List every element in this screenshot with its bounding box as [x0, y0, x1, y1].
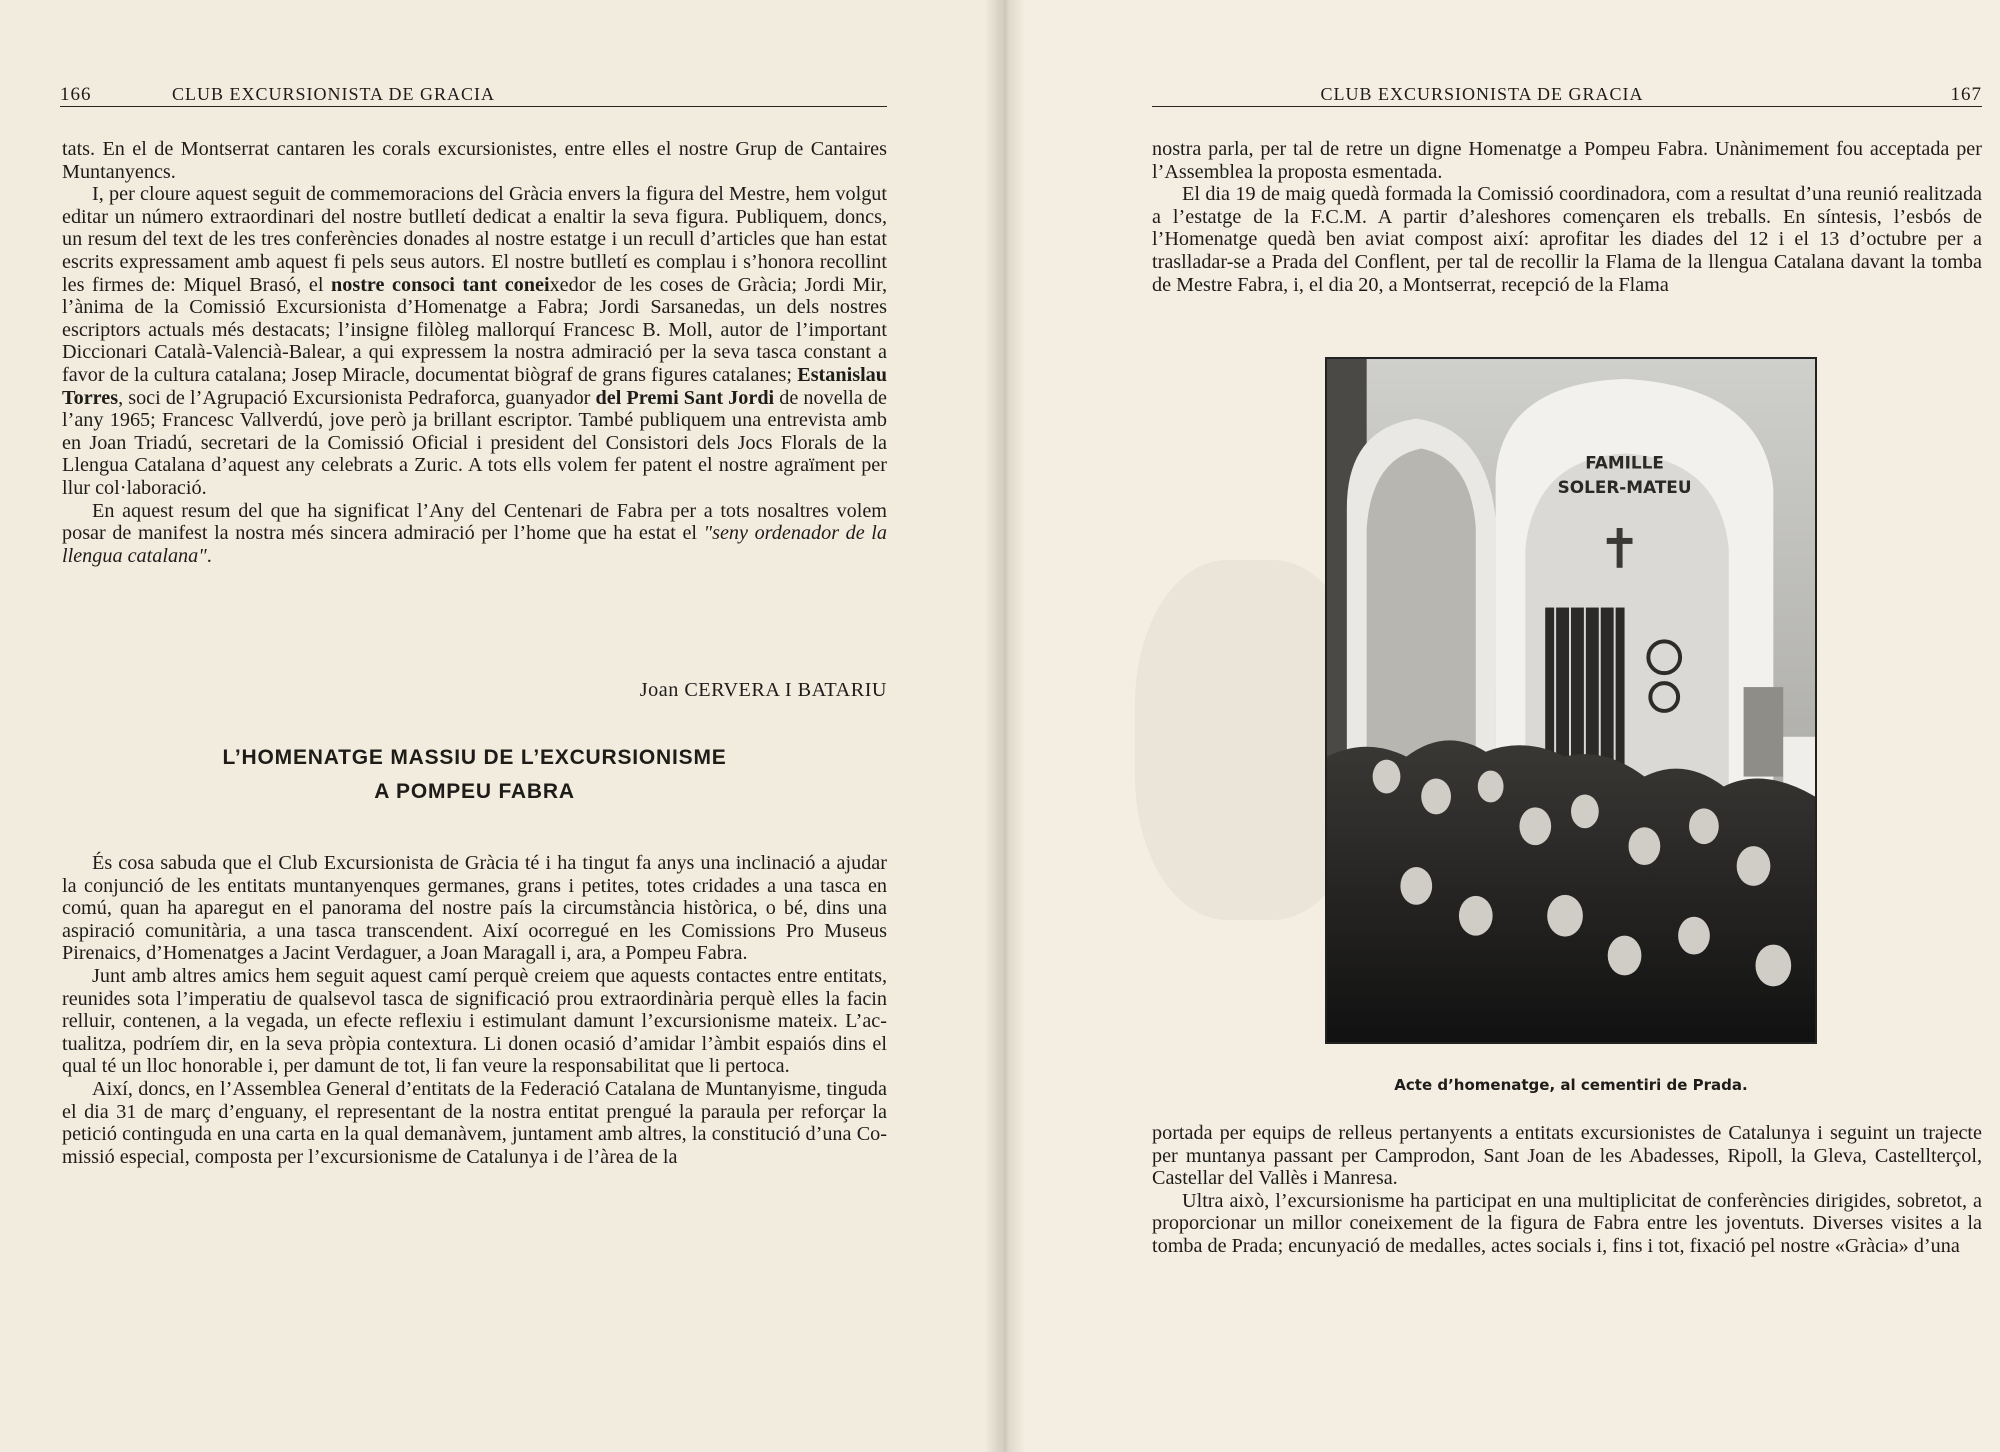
paragraph: Junt amb altres amics hem seguit aquest camí perquè creiem que aquests contactes entre entitats, reunides sota l’imperatiu de qualsevol tasca de significació prou extraordinària perquè elles la facin relluir, contenen, a la vegada, un efecte reflexiu i estimulant damunt l’excursionisme mateix. L’actualitza, podríem dir, en la seva pròpia contextura. Li donen ocasió d’amidar l’àmbit espaiós dins el qual té un lloc honorable i, per damunt de tot, li fan veure la responsabilitat que li pertoca. — [62, 964, 887, 1078]
right-text-block-2 — [1152, 1122, 1982, 1258]
photo-image — [1327, 359, 1815, 1042]
left-text-block-1 — [62, 138, 887, 567]
photo-caption: Acte d’homenatge, al cementiri de Prada. — [1394, 1076, 1748, 1094]
right-text-block-1 — [1152, 138, 1982, 296]
right-header — [1152, 84, 1982, 107]
right-page — [1000, 0, 2000, 1452]
running-head-right: CLUB EXCURSIONISTA DE GRACIA — [1320, 84, 1644, 104]
paragraph: nostra parla, per tal de retre un digne Homenatge a Pompeu Fabra. Unànimement fou acceptada per l’Assemblea la proposta esmentada. — [1152, 138, 1982, 183]
photo-inscription-2: SOLER-MATEU — [1557, 477, 1692, 498]
left-text-block-2 — [62, 852, 887, 1168]
cemetery-photo — [1325, 357, 1817, 1044]
author-signature: Joan CERVERA I BATARIU — [639, 679, 887, 701]
running-head-left: CLUB EXCURSIONISTA DE GRACIA — [171, 84, 496, 104]
left-header — [60, 84, 887, 107]
photo-inscription-1: FAMILLE — [1585, 452, 1664, 473]
paragraph: En aquest resum del que ha significat l’Any del Centenari de Fabra per a tots nosaltres volem posar de manifest la nostra més sincera admiració per l’home que ha estat el "seny ordenador de la llengua catalana". — [62, 499, 887, 567]
paragraph: El dia 19 de maig quedà formada la Comissió coordinadora, com a resultat d’una reunió realitzada a l’estatge de la F.C.M. A partir d’aleshores començaren els treballs. En síntesis, l’esbós de l’Homenatge quedà ben aviat compost així: aprofitar les diades del 12 i el 13 d’octubre per a traslladar-se a Prada del Conflent, per tal de recollir la Flama de la llengua Catalana davant la tomba de Mestre Fabra, i, el dia 20, a Montserrat, recepció de la Flama — [1152, 183, 1982, 296]
page-number-right: 167 — [1950, 84, 1982, 105]
page-number-left: 166 — [60, 84, 92, 105]
paragraph: tats. En el de Montserrat cantaren les corals excursionistes, entre elles el nostre Grup de Cantaires Muntanyencs. — [62, 138, 887, 183]
article-title-line-1: L’HOMENATGE MASSIU DE L’EXCURSIONISME — [222, 746, 727, 769]
paragraph: portada per equips de relleus pertanyents a entitats excursionistes de Catalunya i seguint un trajecte per muntanya passant per Camprodon, Sant Joan de les Abadesses, Ripoll, la Gleva, Castellterçol, Castellar del Vallès i Manresa. — [1152, 1122, 1982, 1190]
paragraph: I, per cloure aquest seguit de commemoracions del Gràcia envers la figura del Mestre, hem volgut editar un número extraordinari del nostre butlletí dedicat a enaltir la seva figura. Publiquem, doncs, un resum del text de les tres conferències donades al nostre estatge i un recull d’articles que han estat escrits expressament amb aquest fi pels seus autors. El nostre butlletí es complau i s’honora recollint les firmes de: Miquel Brasó, el nostre consoci tant coneixedor de les coses de Gràcia; Jordi Mir, l’ànima de la Comissió Excursionista d’Homenatge a Fabra; Jordi Sarsanedas, un dels nostres escriptors actuals més destacats; l’insigne filòleg mallorquí Francesc B. Moll, autor de l’important Diccionari Català-Valencià-Balear, a qui expressem la nostra admiració per la seva tasca constant a favor de la cultura catalana; Josep Miracle, documentat biògraf de grans figures catalanes; Estanislau Torres, soci de l’Agrupació Excursionista Pedraforca, guanyador del Premi Sant Jordi de novella de l’any 1965; Francesc Vallverdú, jove però ja brillant escriptor. També publiquem una entrevista amb en Joan Triadú, secretari de la Comissió Oficial i president del Consistori dels Jocs Florals de la Llengua Catalana d’aquest any celebrats a Zuric. A tots ells volem fer patent el nostre agraïment per llur col·laboració. — [62, 183, 887, 499]
article-title-line-2: A POMPEU FABRA — [374, 780, 575, 803]
paragraph: Ultra això, l’excursionisme ha participat en una multiplicitat de conferències dirigides, sobretot, a proporcionar un millor coneixement de la figura de Fabra entre les joventuts. Diverses visites a la tomba de Prada; encunyació de medalles, actes socials i, fins i tot, fixació pel nostre «Gràcia» d’una — [1152, 1189, 1982, 1257]
paragraph: És cosa sabuda que el Club Excursionista de Gràcia té i ha tingut fa anys una inclinació a ajudar la conjunció de les entitats muntanyenques germanes, grans i petites, totes cridades a una tasca en comú, quan ha aparegut en el panorama del nostre país la circumstància històrica, o bé, dins una aspiració comunitària, a una tasca transcendent. Així ocorregué en les Comissions Pro Museus Pirenaics, d’Homenatges a Jacint Verdaguer, a Joan Maragall i, ara, a Pompeu Fabra. — [62, 852, 887, 965]
paragraph: Així, doncs, en l’Assemblea General d’entitats de la Federació Catalana de Muntanyisme, tinguda el dia 31 de març d’enguany, el representant de la nostra entitat prengué la paraula per reforçar la petició continguda en una carta en la qual demanàvem, juntament amb altres, la constitució d’una Comissió especial, composta per l’excursionisme de Catalunya i de l’àrea de la — [62, 1077, 887, 1168]
